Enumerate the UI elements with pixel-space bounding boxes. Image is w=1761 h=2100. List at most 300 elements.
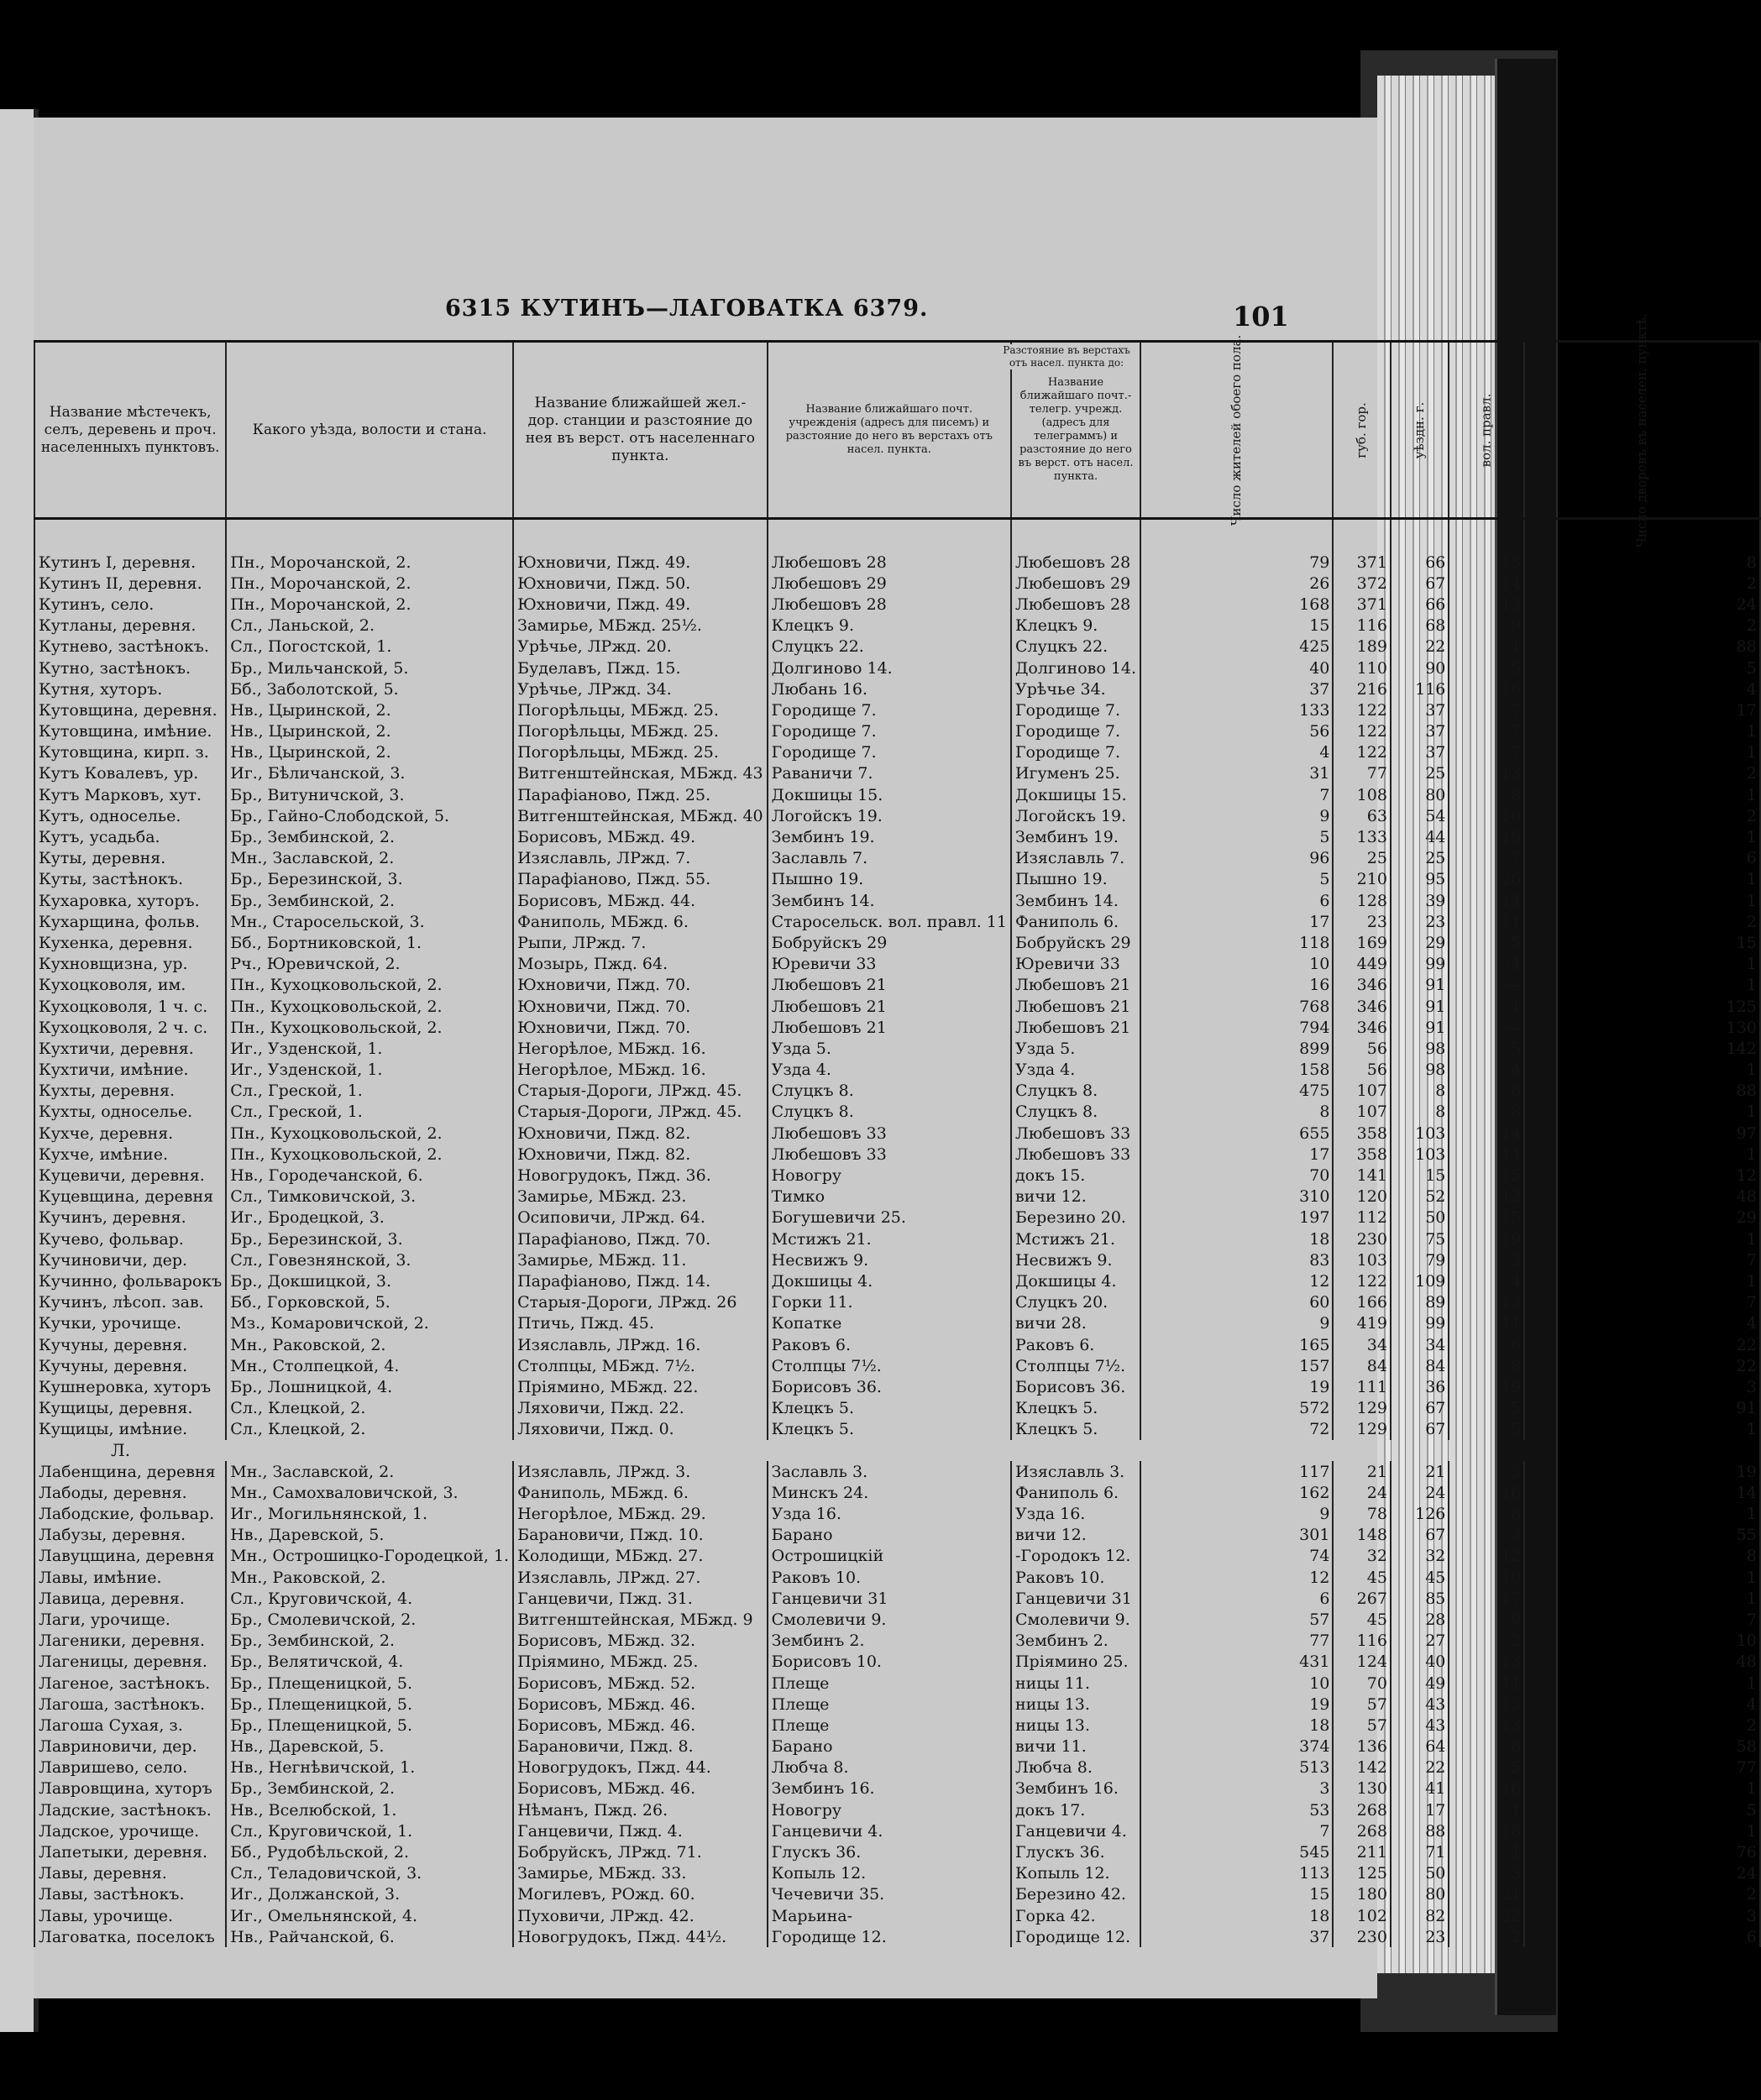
cell-households: 6 <box>1524 848 1760 869</box>
cell-dist-gub: 23 <box>1333 911 1391 932</box>
cell-name: Кущицы, имѣние. <box>34 1419 226 1440</box>
cell-name: Кухарщина, фольв. <box>34 911 226 932</box>
cell-name: Кухты, односелье. <box>34 1102 226 1123</box>
cell-name: Кухче, имѣние. <box>34 1144 226 1165</box>
cell-station: Замирье, МБжд. 11. <box>513 1249 768 1270</box>
cell-households: 4 <box>1524 1313 1760 1334</box>
cell-post: Городище 7. <box>768 742 1011 763</box>
cell-uezd: Рч., Юревичской, 2. <box>226 954 513 975</box>
cell-uezd: Иг., Могильнянской, 1. <box>226 1503 513 1524</box>
cell-telegraph: Ганцевичи 4. <box>1011 1820 1140 1841</box>
cell-dist-vol: 13 <box>1449 1652 1524 1673</box>
cell-dist-gub: 267 <box>1333 1588 1391 1609</box>
cell-telegraph: Березино 42. <box>1011 1884 1140 1905</box>
cell-dist-vol: 13 <box>1449 1292 1524 1313</box>
cell-dist-gub: 230 <box>1333 1926 1391 1947</box>
cell-dist-uezd: 90 <box>1391 657 1449 678</box>
table-row <box>34 573 1760 594</box>
cell-station: Барановичи, Пжд. 8. <box>513 1736 768 1757</box>
cell-dist-uezd: 89 <box>1391 1292 1449 1313</box>
cell-dist-gub: 211 <box>1333 1841 1391 1862</box>
cell-dist-vol: 12 <box>1449 1186 1524 1207</box>
cell-name: Кучево, фольвар. <box>34 1228 226 1249</box>
cell-uezd: Сл., Греской, 1. <box>226 1102 513 1123</box>
cell-uezd: Бр., Березинской, 3. <box>226 1228 513 1249</box>
cell-dist-uezd: 15 <box>1391 1165 1449 1186</box>
cell-telegraph: Мстижъ 21. <box>1011 1228 1140 1249</box>
cell-telegraph: Ганцевичи 31 <box>1011 1588 1140 1609</box>
cell-dist-gub: 148 <box>1333 1525 1391 1546</box>
table-header-row <box>34 342 1760 519</box>
cell-population: 768 <box>1140 996 1333 1017</box>
cell-dist-vol: 5 <box>1449 1419 1524 1440</box>
cell-post: Клецкъ 9. <box>768 615 1011 636</box>
cell-name: Лавришево, село. <box>34 1757 226 1778</box>
cell-station: Фаниполь, МБжд. 6. <box>513 911 768 932</box>
cell-post: Барано <box>768 1525 1011 1546</box>
cell-households: 3 <box>1524 1905 1760 1926</box>
cell-name: Лавуцщина, деревня <box>34 1546 226 1567</box>
cell-uezd: Бб., Бортниковской, 1. <box>226 932 513 953</box>
cell-uezd: Бр., Мильчанской, 5. <box>226 657 513 678</box>
cell-post: Горки 11. <box>768 1292 1011 1313</box>
cell-post: Слуцкъ 22. <box>768 636 1011 657</box>
cell-dist-vol: 6 <box>1449 1736 1524 1757</box>
table-row <box>34 1863 1760 1884</box>
cell-station: Столпцы, МБжд. 7½. <box>513 1355 768 1376</box>
cell-dist-vol: 8 <box>1449 1355 1524 1376</box>
cell-dist-vol: 5 <box>1449 657 1524 678</box>
cell-station: Изяславль, ЛРжд. 16. <box>513 1334 768 1355</box>
cell-station: Замирье, МБжд. 33. <box>513 1863 768 1884</box>
table-row <box>34 615 1760 636</box>
table-row <box>34 1567 1760 1588</box>
cell-name: Лагоша, застѣнокъ. <box>34 1694 226 1715</box>
cell-dist-gub: 84 <box>1333 1355 1391 1376</box>
cell-households: 48 <box>1524 1652 1760 1673</box>
table-row <box>34 1355 1760 1376</box>
cell-dist-gub: 111 <box>1333 1376 1391 1397</box>
cell-station: Урѣчье, ЛРжд. 20. <box>513 636 768 657</box>
cell-station: Парафіаново, Пжд. 14. <box>513 1270 768 1291</box>
cell-telegraph: Пріямино 25. <box>1011 1652 1140 1673</box>
cell-station: Борисовъ, МБжд. 44. <box>513 890 768 911</box>
cell-dist-gub: 124 <box>1333 1652 1391 1673</box>
cell-dist-uezd: 28 <box>1391 1609 1449 1630</box>
cell-dist-vol: 13 <box>1449 1715 1524 1736</box>
col-header-dist-vol: вол. правл. <box>1449 342 1524 519</box>
table-row <box>34 911 1760 932</box>
cell-households: 17 <box>1524 699 1760 720</box>
cell-telegraph: Раковъ 6. <box>1011 1334 1140 1355</box>
cell-households: 10 <box>1524 1631 1760 1652</box>
cell-name: Кушнеровка, хуторъ <box>34 1376 226 1397</box>
table-row <box>34 1609 1760 1630</box>
cell-station: Старыя-Дороги, ЛРжд. 45. <box>513 1081 768 1102</box>
cell-station: Борисовъ, МБжд. 46. <box>513 1715 768 1736</box>
cell-dist-uezd: 116 <box>1391 678 1449 699</box>
cell-post: Новогру <box>768 1165 1011 1186</box>
cell-name: Лагеники, деревня. <box>34 1631 226 1652</box>
cell-uezd: Пн., Морочанской, 2. <box>226 519 513 573</box>
cell-dist-gub: 180 <box>1333 1884 1391 1905</box>
cell-households: 1 <box>1524 1228 1760 1249</box>
cell-dist-vol: — <box>1449 1017 1524 1038</box>
cell-post: Богушевичи 25. <box>768 1207 1011 1228</box>
cell-dist-gub: 122 <box>1333 721 1391 742</box>
cell-population: 310 <box>1140 1186 1333 1207</box>
cell-post: Старосельск. вол. правл. 11 <box>768 911 1011 932</box>
cell-dist-uezd: 66 <box>1391 594 1449 615</box>
cell-households: 1 <box>1524 1588 1760 1609</box>
cell-post: Любешовъ 28 <box>768 594 1011 615</box>
cell-dist-uezd: 8 <box>1391 1102 1449 1123</box>
cell-uezd: Бр., Зембинской, 2. <box>226 890 513 911</box>
cell-dist-gub: 63 <box>1333 805 1391 826</box>
cell-uezd: Пн., Кухоцковольской, 2. <box>226 1017 513 1038</box>
cell-uezd: Бр., Плещеницкой, 5. <box>226 1715 513 1736</box>
cell-post: Логойскъ 19. <box>768 805 1011 826</box>
cell-dist-gub: 120 <box>1333 1186 1391 1207</box>
cell-name: Кутъ, односелье. <box>34 805 226 826</box>
cell-post: Острошицкій <box>768 1546 1011 1567</box>
table-row <box>34 1631 1760 1652</box>
cell-telegraph: Глускъ 36. <box>1011 1841 1140 1862</box>
cell-population: 9 <box>1140 805 1333 826</box>
cell-station: Изяславль, ЛРжд. 27. <box>513 1567 768 1588</box>
table-row <box>34 1652 1760 1673</box>
cell-station: Борисовъ, МБжд. 49. <box>513 826 768 847</box>
cell-population: 117 <box>1140 1461 1333 1482</box>
cell-uezd: Нв., Городечанской, 6. <box>226 1165 513 1186</box>
cell-telegraph: вичи 12. <box>1011 1525 1140 1546</box>
cell-station: Новогрудокъ, Пжд. 36. <box>513 1165 768 1186</box>
cell-telegraph: Изяславль 3. <box>1011 1461 1140 1482</box>
cell-households: 1 <box>1524 1503 1760 1524</box>
table-row <box>34 1778 1760 1799</box>
cell-station: Юхновичи, Пжд. 49. <box>513 594 768 615</box>
table-row <box>34 1546 1760 1567</box>
cell-uezd: Нв., Вселюбской, 1. <box>226 1799 513 1820</box>
cell-dist-gub: 107 <box>1333 1102 1391 1123</box>
cell-dist-uezd: 25 <box>1391 848 1449 869</box>
cell-station: Колодищи, МБжд. 27. <box>513 1546 768 1567</box>
cell-dist-uezd: 24 <box>1391 1482 1449 1503</box>
table-row <box>34 1440 1760 1461</box>
cell-dist-vol: 7 <box>1449 699 1524 720</box>
cell-dist-uezd: 85 <box>1391 1588 1449 1609</box>
cell-dist-uezd: 41 <box>1391 1778 1449 1799</box>
cell-dist-uezd: 37 <box>1391 699 1449 720</box>
cell-dist-vol: 16 <box>1449 1778 1524 1799</box>
cell-station: Погорѣльцы, МБжд. 25. <box>513 721 768 742</box>
cell-name: Кучиновичи, дер. <box>34 1249 226 1270</box>
cell-dist-gub: 56 <box>1333 1060 1391 1081</box>
cell-households: 1 <box>1524 826 1760 847</box>
cell-uezd: Иг., Узденской, 1. <box>226 1060 513 1081</box>
cell-post: Зембинъ 14. <box>768 890 1011 911</box>
cell-dist-vol: 9 <box>1449 615 1524 636</box>
cell-name: Кутланы, деревня. <box>34 615 226 636</box>
table-row <box>34 1313 1760 1334</box>
cell-name: Лабоды, деревня. <box>34 1482 226 1503</box>
cell-dist-gub: 24 <box>1333 1482 1391 1503</box>
cell-population: 77 <box>1140 1631 1333 1652</box>
cell-station: Юхновичи, Пжд. 70. <box>513 975 768 996</box>
cell-population: 158 <box>1140 1060 1333 1081</box>
cell-station: Мозырь, Пжд. 64. <box>513 954 768 975</box>
settlements-table <box>34 312 1761 1947</box>
cell-households: 1 <box>1524 869 1760 890</box>
cell-post: Любешовъ 21 <box>768 1017 1011 1038</box>
cell-uezd: Бр., Плещеницкой, 5. <box>226 1673 513 1694</box>
cell-uezd: Бр., Зембинской, 2. <box>226 826 513 847</box>
cell-post: Тимко <box>768 1186 1011 1207</box>
table-row <box>34 1270 1760 1291</box>
cell-station: Ляховичи, Пжд. 22. <box>513 1398 768 1419</box>
cell-station: Фаниполь, МБжд. 6. <box>513 1482 768 1503</box>
cell-telegraph: Зембинъ 2. <box>1011 1631 1140 1652</box>
table-row <box>34 1123 1760 1144</box>
cell-uezd: Нв., Негнѣвичской, 1. <box>226 1757 513 1778</box>
cell-station: Изяславль, ЛРжд. 7. <box>513 848 768 869</box>
cell-telegraph: Любча 8. <box>1011 1757 1140 1778</box>
distance-group-header: Разстояние въ верстахъ отъ насел. пункта до: <box>999 344 1134 369</box>
cell-name: Лабузы, деревня. <box>34 1525 226 1546</box>
cell-dist-uezd: 25 <box>1391 763 1449 784</box>
cell-population: 133 <box>1140 699 1333 720</box>
cell-population: 15 <box>1140 1884 1333 1905</box>
cell-population: 475 <box>1140 1081 1333 1102</box>
cell-uezd: Бр., Зембинской, 2. <box>226 1631 513 1652</box>
cell-station: Борисовъ, МБжд. 52. <box>513 1673 768 1694</box>
page-number: 101 <box>1233 301 1289 333</box>
cell-dist-vol: 8 <box>1449 1503 1524 1524</box>
cell-telegraph: Докшицы 4. <box>1011 1270 1140 1291</box>
cell-dist-gub: 346 <box>1333 1017 1391 1038</box>
cell-uezd: Бр., Зембинской, 2. <box>226 1778 513 1799</box>
cell-uezd: Бр., Березинской, 3. <box>226 869 513 890</box>
cell-households: 1 <box>1524 742 1760 763</box>
cell-station: Юхновичи, Пжд. 82. <box>513 1123 768 1144</box>
cell-station: Парафіаново, Пжд. 70. <box>513 1228 768 1249</box>
cell-post: Барано <box>768 1736 1011 1757</box>
cell-dist-uezd: 43 <box>1391 1715 1449 1736</box>
cell-dist-vol: 19 <box>1449 1228 1524 1249</box>
cell-dist-vol: 13 <box>1449 519 1524 573</box>
cell-uezd: Бр., Плещеницкой, 5. <box>226 1694 513 1715</box>
cell-households: 1 <box>1524 784 1760 805</box>
col-header-post: Название ближайшаго почт. учрежденія (адресъ для писемъ) и разстояние до него въ верстахъ отъ насел. пункта. <box>768 342 1011 519</box>
cell-dist-vol: 4 <box>1449 1270 1524 1291</box>
cell-telegraph: Бобруйскъ 29 <box>1011 932 1140 953</box>
cell-station: Юхновичи, Пжд. 82. <box>513 1144 768 1165</box>
cell-dist-gub: 166 <box>1333 1292 1391 1313</box>
cell-dist-uezd: 23 <box>1391 1926 1449 1947</box>
cell-post: Узда 4. <box>768 1060 1011 1081</box>
table-row <box>34 1820 1760 1841</box>
cell-dist-uezd: 68 <box>1391 615 1449 636</box>
cell-uezd: Мн., Острошицко-Городецкой, 1. <box>226 1546 513 1567</box>
cell-population: 19 <box>1140 1694 1333 1715</box>
cell-uezd: Бр., Гайно-Слободской, 5. <box>226 805 513 826</box>
cell-population: 12 <box>1140 1567 1333 1588</box>
cell-dist-gub: 130 <box>1333 1778 1391 1799</box>
cell-dist-uezd: 99 <box>1391 954 1449 975</box>
cell-uezd: Мн., Столпецкой, 4. <box>226 1355 513 1376</box>
cell-uezd: Сл., Круговичской, 4. <box>226 1588 513 1609</box>
cell-dist-uezd: 95 <box>1391 869 1449 890</box>
table-row <box>34 1038 1760 1059</box>
cell-households: 29 <box>1524 1207 1760 1228</box>
cell-telegraph: Докшицы 15. <box>1011 784 1140 805</box>
cell-uezd: Бр., Велятичской, 4. <box>226 1652 513 1673</box>
cell-population: 15 <box>1140 615 1333 636</box>
cell-name: Кухтичи, имѣние. <box>34 1060 226 1081</box>
cell-post: Любча 8. <box>768 1757 1011 1778</box>
cell-name: Кутъ Марковъ, хут. <box>34 784 226 805</box>
cell-population: 5 <box>1140 869 1333 890</box>
cell-dist-gub: 346 <box>1333 996 1391 1017</box>
cell-telegraph: докъ 17. <box>1011 1799 1140 1820</box>
cell-dist-uezd: 32 <box>1391 1546 1449 1567</box>
cell-dist-gub: 133 <box>1333 826 1391 847</box>
cell-station: Витгенштейнская, МБжд. 43 <box>513 763 768 784</box>
cell-name: Ладские, застѣнокъ. <box>34 1799 226 1820</box>
cell-dist-uezd: 91 <box>1391 1017 1449 1038</box>
cell-dist-vol: 5 <box>1449 1398 1524 1419</box>
cell-post: Слуцкъ 8. <box>768 1081 1011 1102</box>
cell-uezd: Бр., Докшицкой, 3. <box>226 1270 513 1291</box>
cell-name: Куцевичи, деревня. <box>34 1165 226 1186</box>
cell-households: 58 <box>1524 1736 1760 1757</box>
cell-population: 70 <box>1140 1165 1333 1186</box>
cell-station: Парафіаново, Пжд. 55. <box>513 869 768 890</box>
cell-station: Пуховичи, ЛРжд. 42. <box>513 1905 768 1926</box>
table-row <box>34 932 1760 953</box>
cell-dist-vol: — <box>1449 975 1524 996</box>
cell-dist-uezd: 98 <box>1391 1038 1449 1059</box>
col-header-station: Название ближайшей жел.-дор. станции и разстояние до нея въ верст. отъ населеннаго пункта. <box>513 342 768 519</box>
cell-name: Лавы, деревня. <box>34 1863 226 1884</box>
table-row <box>34 1884 1760 1905</box>
cell-uezd: Мн., Самохваловичской, 3. <box>226 1482 513 1503</box>
cell-households: 130 <box>1524 1017 1760 1038</box>
table-row <box>34 805 1760 826</box>
cell-households: 2 <box>1524 805 1760 826</box>
cell-dist-uezd: 109 <box>1391 1270 1449 1291</box>
section-letter: Л. <box>34 1440 1760 1461</box>
cell-uezd: Мн., Раковской, 2. <box>226 1334 513 1355</box>
cell-population: 374 <box>1140 1736 1333 1757</box>
cell-households: 19 <box>1524 1461 1760 1482</box>
cell-dist-vol: 8 <box>1449 1102 1524 1123</box>
cell-households: 6 <box>1524 1926 1760 1947</box>
table-row <box>34 1060 1760 1081</box>
cell-post: Глускъ 36. <box>768 1841 1011 1862</box>
cell-telegraph: вичи 28. <box>1011 1313 1140 1334</box>
cell-dist-gub: 56 <box>1333 1038 1391 1059</box>
cell-dist-vol: 4 <box>1449 1060 1524 1081</box>
cell-dist-gub: 102 <box>1333 1905 1391 1926</box>
cell-dist-gub: 70 <box>1333 1673 1391 1694</box>
cell-name: Кутъ, усадьба. <box>34 826 226 847</box>
cell-telegraph: Долгиново 14. <box>1011 657 1140 678</box>
cell-name: Лагеное, застѣнокъ. <box>34 1673 226 1694</box>
col-header-dist-uezd: уѣздн. г. <box>1391 342 1449 519</box>
cell-dist-uezd: 80 <box>1391 1884 1449 1905</box>
cell-telegraph: Узда 16. <box>1011 1503 1140 1524</box>
cell-station: Юхновичи, Пжд. 50. <box>513 573 768 594</box>
table-row <box>34 1926 1760 1947</box>
cell-dist-uezd: 37 <box>1391 742 1449 763</box>
cell-population: 18 <box>1140 1715 1333 1736</box>
cell-dist-vol: 18 <box>1449 1820 1524 1841</box>
cell-uezd: Бб., Заболотской, 5. <box>226 678 513 699</box>
cell-population: 425 <box>1140 636 1333 657</box>
cell-dist-vol: 1 <box>1449 1841 1524 1862</box>
cell-households: 3 <box>1524 1376 1760 1397</box>
cell-population: 10 <box>1140 954 1333 975</box>
cell-telegraph: Горка 42. <box>1011 1905 1140 1926</box>
table-row <box>34 1419 1760 1440</box>
cell-households: 1 <box>1524 1144 1760 1165</box>
cell-households: 1 <box>1524 1060 1760 1081</box>
cell-telegraph: ницы 13. <box>1011 1715 1140 1736</box>
cell-post: Новогру <box>768 1799 1011 1820</box>
cell-station: Осиповичи, ЛРжд. 64. <box>513 1207 768 1228</box>
table-row <box>34 1102 1760 1123</box>
cell-dist-vol: 34 <box>1449 954 1524 975</box>
cell-name: Кущицы, деревня. <box>34 1398 226 1419</box>
cell-telegraph: вичи 12. <box>1011 1186 1140 1207</box>
cell-post: Долгиново 14. <box>768 657 1011 678</box>
cell-telegraph: Любешовъ 28 <box>1011 519 1140 573</box>
cell-telegraph: Городище 7. <box>1011 742 1140 763</box>
cell-households: 7 <box>1524 1249 1760 1270</box>
cell-dist-gub: 371 <box>1333 519 1391 573</box>
cell-dist-gub: 110 <box>1333 657 1391 678</box>
cell-dist-vol: 10 <box>1449 1567 1524 1588</box>
cell-uezd: Пн., Морочанской, 2. <box>226 573 513 594</box>
cell-uezd: Иг., Должанской, 3. <box>226 1884 513 1905</box>
table-row <box>34 519 1760 573</box>
cell-population: 162 <box>1140 1482 1333 1503</box>
cell-dist-vol: 16 <box>1449 678 1524 699</box>
cell-population: 4 <box>1140 742 1333 763</box>
cell-dist-gub: 32 <box>1333 1546 1391 1567</box>
cell-station: Ганцевичи, Пжд. 31. <box>513 1588 768 1609</box>
cell-dist-uezd: 103 <box>1391 1144 1449 1165</box>
cell-station: Новогрудокъ, Пжд. 44. <box>513 1757 768 1778</box>
table-row <box>34 636 1760 657</box>
cell-population: 56 <box>1140 721 1333 742</box>
cell-post: Докшицы 15. <box>768 784 1011 805</box>
cell-dist-gub: 268 <box>1333 1820 1391 1841</box>
cell-households: 22 <box>1524 1355 1760 1376</box>
cell-uezd: Иг., Бѣличанской, 3. <box>226 763 513 784</box>
cell-dist-vol: 21 <box>1449 1884 1524 1905</box>
cell-dist-vol: 1 <box>1449 1799 1524 1820</box>
cell-households: 2 <box>1524 1884 1760 1905</box>
cell-population: 74 <box>1140 1546 1333 1567</box>
cell-population: 17 <box>1140 911 1333 932</box>
cell-post: Заславль 3. <box>768 1461 1011 1482</box>
cell-post: Городище 7. <box>768 721 1011 742</box>
cell-dist-vol: 22 <box>1449 1905 1524 1926</box>
table-row <box>34 1525 1760 1546</box>
cell-dist-gub: 77 <box>1333 763 1391 784</box>
